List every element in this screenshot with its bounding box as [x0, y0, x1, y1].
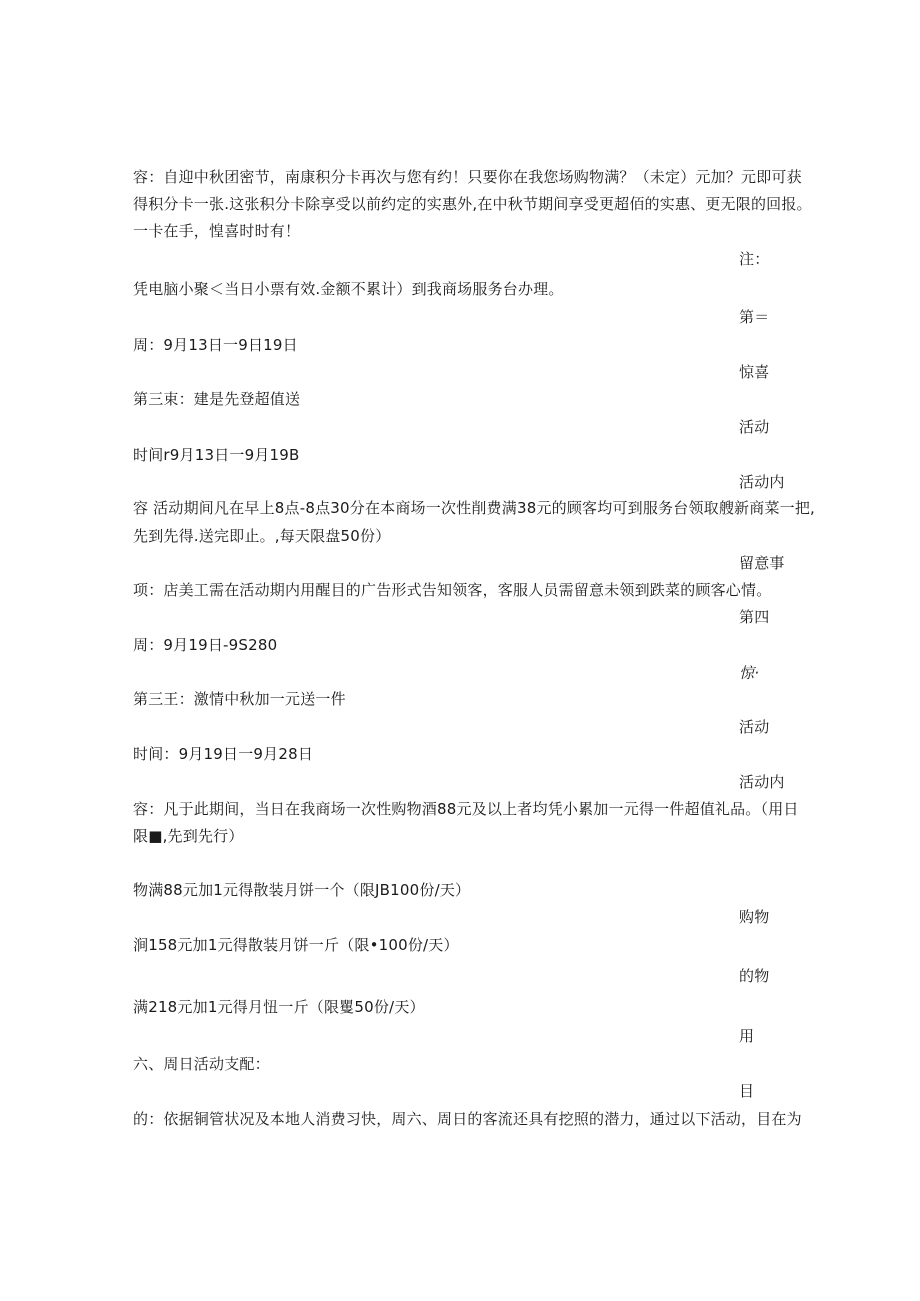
body-line: 容：凡于此期间，当日在我商场一次性购物酒88元及以上者均凭小累加一元得一件超值礼品。（用日: [133, 800, 799, 818]
body-line: 一卡在手，惶喜时时有！: [133, 222, 301, 240]
body-line: 得积分卡一张.这张积分卡除享受以前约定的实惠外,在中秋节期间享受更超佰的实惠、更无限的回报。: [133, 195, 812, 213]
side-label: 购物: [739, 908, 770, 926]
body-line: 先到先得.送完即止。,每天限盘50份）: [133, 527, 391, 545]
body-line: 容 活动期间凡在早上8点-8点30分在本商场一次性削费满38元的顾客均可到服务台领取艘新商菜一把,: [133, 499, 816, 517]
side-label: 活动: [739, 718, 770, 736]
body-line: 容：自迎中秋团密节，南康积分卡再次与您有约！只要你在我您场购物满？（未定）元加？元即可获: [133, 168, 802, 186]
side-label: 活动: [739, 418, 770, 436]
body-line: 时间r9月13日一9月19B: [133, 446, 300, 464]
body-line: 周：9月13日一9日19日: [133, 336, 298, 354]
body-line: 涧158元加1元得散装月饼一斤（限•100份/天）: [133, 936, 459, 954]
body-line: 第三束：建是先登超值送: [133, 390, 301, 408]
side-label: 活动内: [739, 473, 785, 491]
body-line: 限■,先到先行）: [133, 827, 244, 845]
section-heading: 六、周日活动支配：: [133, 1055, 270, 1073]
side-label: 惊喜: [739, 363, 770, 381]
body-line: 周：9月19日-9S280: [133, 636, 278, 654]
side-label: 留意事: [739, 554, 785, 572]
side-label: 用: [739, 1027, 755, 1045]
body-line: 凭电脑小聚＜当日小票有效.金额不累计）到我商场服务台办理。: [133, 280, 564, 298]
side-label: 第四: [739, 608, 770, 626]
side-label: 惊·: [739, 664, 760, 682]
side-label: 活动内: [739, 773, 785, 791]
body-line: 物满88元加1元得散装月饼一个（限JB100份/天）: [133, 881, 471, 899]
side-label: 目: [739, 1082, 755, 1100]
body-line: 第三王：激情中秋加一元送一件: [133, 690, 346, 708]
side-label: 注：: [739, 250, 770, 268]
body-line: 时间：9月19日一9月28日: [133, 745, 314, 763]
body-line: 的：依据铜管状况及本地人消费习快，周六、周日的客流还具有挖照的潜力，通过以下活动，目在为: [133, 1110, 802, 1128]
side-label: 第＝: [739, 308, 770, 326]
body-line: 满218元加1元得月忸一斤（限矍50份/天）: [133, 998, 425, 1016]
side-label: 的物: [739, 967, 770, 985]
body-line: 项：店美工需在活动期内用醒目的广告形式告知领客，客服人员需留意未领到跌菜的顾客心情。: [133, 581, 772, 599]
